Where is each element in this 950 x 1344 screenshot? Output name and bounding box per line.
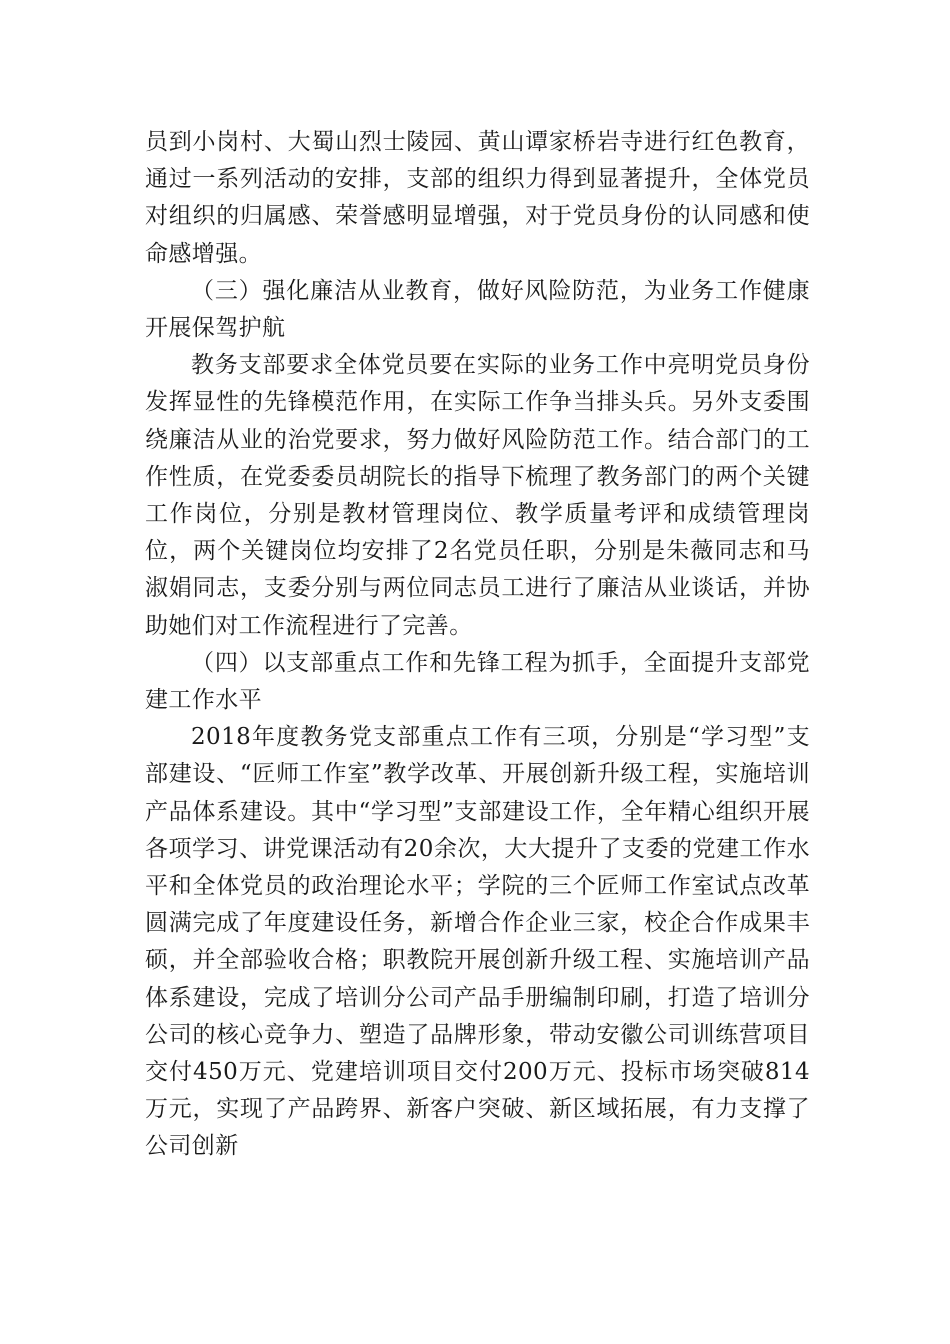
paragraph-1: 员到小岗村、大蜀山烈士陵园、黄山谭家桥岩寺进行红色教育，通过一系列活动的安排，支部的组织力得到显著提升，全体党员对组织的归属感、荣誉感明显增强，对于党员身份的认同感和使命感增强。 — [145, 129, 810, 267]
section-heading-4: （四）以支部重点工作和先锋工程为抓手，全面提升支部党建工作水平 — [145, 649, 810, 714]
document-page — [145, 124, 810, 1166]
paragraph-2: 教务支部要求全体党员要在实际的业务工作中亮明党员身份发挥显性的先锋模范作用，在实际工作争当排头兵。另外支委围绕廉洁从业的治党要求，努力做好风险防范工作。结合部门的工作性质，在党委委员胡院长的指导下梳理了教务部门的两个关键工作岗位，分别是教材管理岗位、教学质量考评和成绩管理岗位，两个关键岗位均安排了2名党员任职，分别是朱薇同志和马淑娟同志，支委分别与两位同志员工进行了廉洁从业谈话，并协助她们对工作流程进行了完善。 — [145, 352, 810, 639]
paragraph-3: 2018年度教务党支部重点工作有三项，分别是“学习型”支部建设、“匠师工作室”教学改革、开展创新升级工程，实施培训产品体系建设。其中“学习型”支部建设工作，全年精心组织开展各项学习、讲党课活动有20余次，大大提升了支委的党建工作水平和全体党员的政治理论水平；学院的三个匠师工作室试点改革圆满完成了年度建设任务，新增合作企业三家，校企合作成果丰硕，并全部验收合格；职教院开展创新升级工程、实施培训产品体系建设，完成了培训分公司产品手册编制印刷，打造了培训分公司的核心竞争力、塑造了品牌形象，带动安徽公司训练营项目交付450万元、党建培训项目交付200万元、投标市场突破814万元，实现了产品跨界、新客户突破、新区域拓展，有力支撑了公司创新 — [145, 724, 810, 1160]
section-heading-3: （三）强化廉洁从业教育，做好风险防范，为业务工作健康开展保驾护航 — [145, 277, 810, 342]
